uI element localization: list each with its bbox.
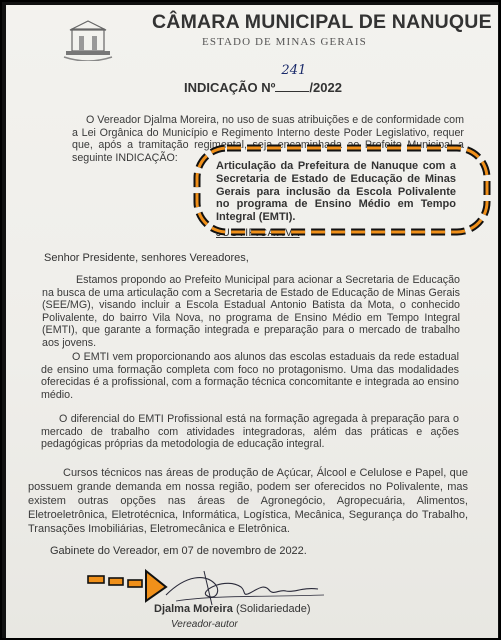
document-page: [6, 5, 498, 638]
signer-line: [154, 603, 311, 615]
signer-party: (Solidariedade): [235, 603, 311, 615]
closing-line: Gabinete do Vereador, em 07 de novembro de 2022.: [50, 545, 307, 557]
indicacao-number-blank: [275, 63, 309, 92]
justificativa-heading: JUSTIFICATIVA: [216, 227, 300, 239]
handwritten-number: 241: [281, 63, 307, 78]
body-paragraph-2: O EMTI vem proporcionando aos alunos das escolas estaduais da rede estadual de ensino uma formação completa com foco no protagonismo. Uma das modalidades oferecidas é a profissional, com a formação técnica concomitante e integrada ao ensino médio.: [41, 351, 459, 401]
indicacao-label: INDICAÇÃO Nº: [184, 80, 276, 95]
body-paragraph-1: Estamos propondo ao Prefeito Municipal para acionar a Secretaria de Educação na busca de uma articulação com a Secretaria de Estado de Educação de Minas Gerais (SEE/MG), visando incluir a Escola Estadual Antonio Batista da Mota, o conhecido Polivalente, do bairro Vila Nova, no programa de Ensino Médio em Tempo Integral (EMTI), que garante a formação integrada e preparação para o mercado de trabalho aos jovens.: [42, 274, 460, 349]
indicacao-year: /2022: [309, 80, 342, 95]
header-title: CÂMARA MUNICIPAL DE NANUQUE: [152, 11, 492, 33]
municipal-seal-icon: [62, 19, 114, 61]
body-paragraph-3: O diferencial do EMTI Profissional está na formação agregada à preparação para o mercado de trabalho com atividades integradoras, além das práticas e ações pedagógicas próprias da metodologia de educação integral.: [41, 413, 459, 451]
ementa-text: Articulação da Prefeitura de Nanuque com a Secretaria de Estado de Educação de Minas Gerais para inclusão da Escola Polivalente no programa de Ensino Médio em Tempo Integral (EMTI).: [216, 160, 456, 224]
indicacao-line: [184, 63, 342, 95]
header-subtitle: ESTADO DE MINAS GERAIS: [202, 36, 367, 48]
greeting: Senhor Presidente, senhores Vereadores,: [44, 252, 249, 264]
signer-role: Vereador-autor: [171, 619, 238, 630]
body-paragraph-4: Cursos técnicos nas áreas de produção de Açúcar, Álcool e Celulose e Papel, que possuem grande demanda em nossa região, podem ser oferecidos no Polivalente, mas existem outras opções nas áreas de Agronegócio, Agropecuária, Alimentos, Eletroeletrônica, Eletrotécnica, Informática, Logística, Mecânica, Segurança do Trabalho, Transações Imobiliárias, Eletromecânica e Eletrônica.: [28, 467, 468, 535]
intro-paragraph: O Vereador Djalma Moreira, no uso de suas atribuições e de conformidade com a Lei Orgânica do Município e Regimento Interno deste Poder Legislativo, requer que, após a tramitação regimental, seja encaminhada ao Prefeito Municipal a seguinte INDICAÇÃO:: [72, 114, 464, 164]
signer-name: Djalma Moreira: [154, 603, 233, 615]
